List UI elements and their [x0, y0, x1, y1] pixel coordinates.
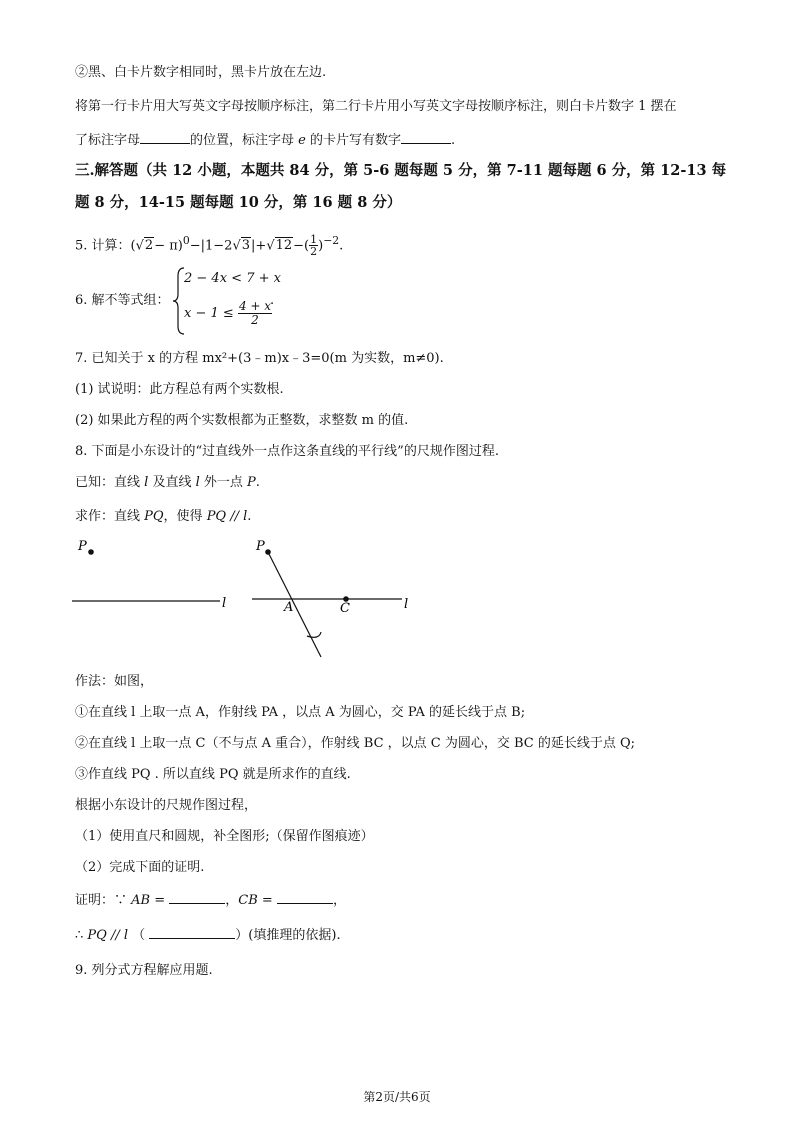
text: x − 1 ≤ — [184, 306, 234, 321]
question-8-known — [75, 474, 260, 492]
text: 的卡片写有数字 — [310, 133, 402, 148]
basis-text: 根据小东设计的尺规作图过程， — [75, 798, 258, 813]
section-heading: 三.解答题（共 12 小题，本题共 84 分，第 5-6 题每题 5 分，第 7-11 题每题 6 分，第 12-13 每 — [75, 162, 727, 179]
text: e — [298, 133, 306, 148]
question-7: 7. 已知关于 x 的方程 mx²+(3﹣m)x﹣3=0(m 为实数，m≠0). — [75, 351, 444, 366]
text: −|1−2 — [189, 238, 233, 254]
step-1: ①在直线 l 上取一点 A，作射线 PA ，以点 A 为圆心，交 PA 的延长线于点 B; — [75, 705, 526, 720]
numerator: 4 + x — [238, 299, 272, 313]
text: ，使得 — [163, 509, 207, 524]
text: ) — [318, 238, 324, 254]
text: P — [247, 475, 256, 490]
text: 求作：直线 — [75, 509, 145, 524]
numerator: 1 — [310, 233, 318, 247]
text: = — [150, 893, 170, 908]
text: . — [247, 509, 252, 524]
text: PQ — [144, 509, 164, 524]
section-heading: 题 8 分，14-15 题每题 10 分，第 16 题 8 分） — [75, 194, 402, 211]
text: 5. 计算： — [75, 238, 131, 254]
question-9: 9. 列分式方程解应用题. — [75, 963, 213, 978]
text: |+ — [251, 238, 267, 254]
text: 的位置，标注字母 — [190, 133, 295, 148]
text: ( — [130, 238, 136, 254]
step-2: ②在直线 l 上取一点 C（不与点 A 重合），作射线 BC ，以点 C 为圆心，交 BC 的延长线于点 Q; — [75, 736, 636, 751]
question-8-task — [75, 508, 251, 526]
text: . — [255, 475, 260, 490]
fraction — [309, 234, 318, 257]
exponent: −2 — [323, 234, 340, 247]
fraction — [238, 300, 272, 327]
step-3: ③作直线 PQ . 所以直线 PQ 就是所求作的直线. — [75, 767, 351, 782]
text: （ — [132, 928, 146, 943]
inequality-2 — [184, 300, 272, 327]
point-label-P: P — [78, 539, 87, 554]
sqrt: 12 — [275, 238, 293, 254]
method-heading: 作法：如图， — [75, 674, 154, 689]
text: . — [451, 133, 456, 148]
question-7-part-1: (1) 试说明：此方程总有两个实数根. — [75, 382, 284, 397]
construction-figure — [60, 530, 440, 665]
answer-blank[interactable] — [401, 131, 451, 144]
proof-line — [75, 891, 346, 910]
task-2: （2）完成下面的证明. — [75, 860, 205, 875]
denominator: 2 — [251, 313, 259, 327]
text-line: 将第一行卡片用大写英文字母按顺序标注，第二行卡片用小写英文字母按顺序标注，则白卡片数字 1 摆在 — [75, 99, 677, 114]
text: −( — [293, 238, 310, 254]
page-footer: 第2页/共6页 — [363, 1090, 431, 1104]
line-label-l: l — [222, 596, 227, 611]
answer-blank[interactable] — [140, 131, 190, 144]
text: l — [195, 475, 200, 490]
proof-blank[interactable] — [169, 891, 225, 904]
question-5: 5. 计算：$(√2- \pi)^0-|1-2√3|+√12-$( $\frac{1}{2}$ )$^{-2}$. — [75, 233, 344, 259]
text: 了标注字母 — [75, 133, 141, 148]
point-label-P: P — [256, 539, 265, 554]
question-6-label: 6. 解不等式组： — [75, 293, 170, 308]
text: 及直线 — [148, 475, 196, 490]
point-label-A: A — [284, 600, 294, 615]
text: ）(填推理的依据). — [235, 928, 341, 943]
sqrt: 2 — [144, 238, 154, 254]
point-P — [88, 549, 94, 555]
text: . — [270, 293, 275, 308]
sqrt: 3 — [241, 238, 251, 254]
exponent: 0 — [182, 234, 190, 247]
text: 已知：直线 — [75, 475, 145, 490]
text: CB — [238, 893, 258, 908]
ray-PA — [268, 552, 321, 657]
question-7-part-2: (2) 如果此方程的两个实数根都为正整数，求整数 m 的值. — [75, 413, 409, 428]
text: PQ // l — [87, 928, 128, 943]
line-label-l: l — [404, 597, 409, 612]
text: ∴ — [75, 928, 88, 943]
task-1: （1）使用直尺和圆规，补全图形;（保留作图痕迹） — [75, 829, 374, 844]
text: ， — [332, 893, 346, 908]
point-label-C: C — [340, 601, 350, 616]
text-line: ②黑、白卡片数字相同时，黑卡片放在左边. — [75, 65, 327, 80]
text: ， — [225, 893, 239, 908]
inequality-1: 2 − 4x < 7 + x — [184, 271, 281, 286]
text: 证明：∵ — [75, 893, 132, 908]
text: AB — [131, 893, 151, 908]
text: − π) — [154, 238, 183, 254]
denominator: 2 — [310, 245, 318, 259]
reason-blank[interactable] — [149, 926, 235, 939]
text: 外一点 — [199, 475, 248, 490]
text: l — [144, 475, 149, 490]
text: = — [257, 893, 277, 908]
text: . — [339, 238, 344, 254]
proof-blank[interactable] — [277, 891, 333, 904]
therefore-line — [75, 926, 341, 945]
text-line — [75, 131, 455, 150]
question-8: 8. 下面是小东设计的“过直线外一点作这条直线的平行线”的尺规作图过程. — [75, 444, 499, 459]
text: PQ // l — [206, 509, 248, 524]
